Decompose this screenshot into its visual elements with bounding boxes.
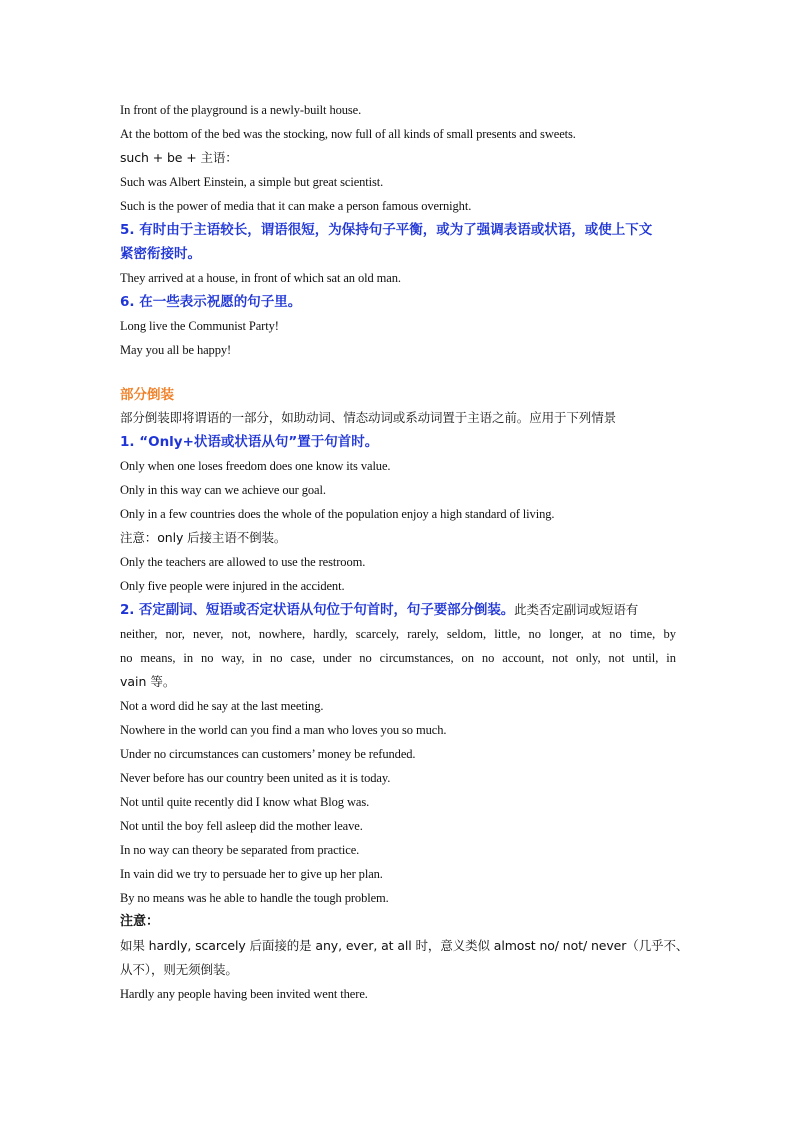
rule-heading-1: 1. “Only+状语或状语从句”置于句首时。 — [120, 434, 379, 450]
document-page — [120, 98, 689, 1006]
negative-list-line: vain 等。 — [120, 674, 176, 689]
example-line: Only in a few countries does the whole of the population enjoy a high standard of living. — [120, 507, 555, 521]
note-line: 如果 hardly, scarcely 后面接的是 any, ever, at all 时，意义类似 almost no/ not/ never（几乎不、 — [120, 938, 689, 953]
example-line: Only the teachers are allowed to use the restroom. — [120, 555, 366, 569]
example-line: By no means was he able to handle the tough problem. — [120, 891, 389, 905]
negative-list-line: no means, in no way, in no case, under no circumstances, on no account, not only, not until, in — [120, 651, 676, 665]
section-heading-6: 6. 在一些表示祝愿的句子里。 — [120, 294, 302, 310]
note-line: 注意：only 后接主语不倒装。 — [120, 530, 287, 545]
example-line: Only when one loses freedom does one know its value. — [120, 459, 391, 473]
rule-heading-2-rest: 此类否定副词或短语有 — [514, 602, 639, 617]
text-line: In front of the playground is a newly-built house. — [120, 103, 362, 117]
example-line: In no way can theory be separated from practice. — [120, 843, 360, 857]
rule-heading-2-bold: 2. 否定副词、短语或否定状语从句位于句首时，句子要部分倒装。 — [120, 602, 515, 618]
example-line: In vain did we try to persuade her to give up her plan. — [120, 867, 383, 881]
text-line: They arrived at a house, in front of which sat an old man. — [120, 271, 401, 285]
text-line: Such is the power of media that it can make a person famous overnight. — [120, 199, 472, 213]
example-line: Nowhere in the world can you find a man who loves you so much. — [120, 723, 447, 737]
rule-heading-2 — [120, 598, 676, 622]
example-line: Under no circumstances can customers’ money be refunded. — [120, 747, 416, 761]
section-title-partial-inversion: 部分倒装 — [120, 387, 174, 403]
section-heading-5: 5. 有时由于主语较长，谓语很短，为保持句子平衡，或为了强调表语或状语，或使上下文 — [120, 222, 653, 238]
text-line: At the bottom of the bed was the stocking, now full of all kinds of small presents and sweets. — [120, 127, 576, 141]
example-line: Only in this way can we achieve our goal. — [120, 483, 326, 497]
example-line: Not a word did he say at the last meeting. — [120, 699, 324, 713]
text-line: Long live the Communist Party! — [120, 319, 279, 333]
section-heading-5-cont: 紧密衔接时。 — [120, 246, 201, 262]
text-line: Such was Albert Einstein, a simple but great scientist. — [120, 175, 384, 189]
example-line: Not until quite recently did I know what Blog was. — [120, 795, 370, 809]
note-title: 注意： — [120, 914, 160, 929]
intro-text: 部分倒装即将谓语的一部分，如助动词、情态动词或系动词置于主语之前。应用于下列情景 — [120, 410, 617, 425]
example-line: Hardly any people having been invited went there. — [120, 987, 368, 1001]
spacer — [120, 362, 676, 384]
example-line: Only five people were injured in the accident. — [120, 579, 345, 593]
text-line: such + be + 主语： — [120, 150, 238, 165]
text-line: May you all be happy! — [120, 343, 232, 357]
note-line: 从不），则无须倒装。 — [120, 962, 238, 977]
example-line: Not until the boy fell asleep did the mother leave. — [120, 819, 363, 833]
negative-list-line: neither, nor, never, not, nowhere, hardly, scarcely, rarely, seldom, little, no longer, at no time, by — [120, 627, 676, 641]
example-line: Never before has our country been united as it is today. — [120, 771, 391, 785]
